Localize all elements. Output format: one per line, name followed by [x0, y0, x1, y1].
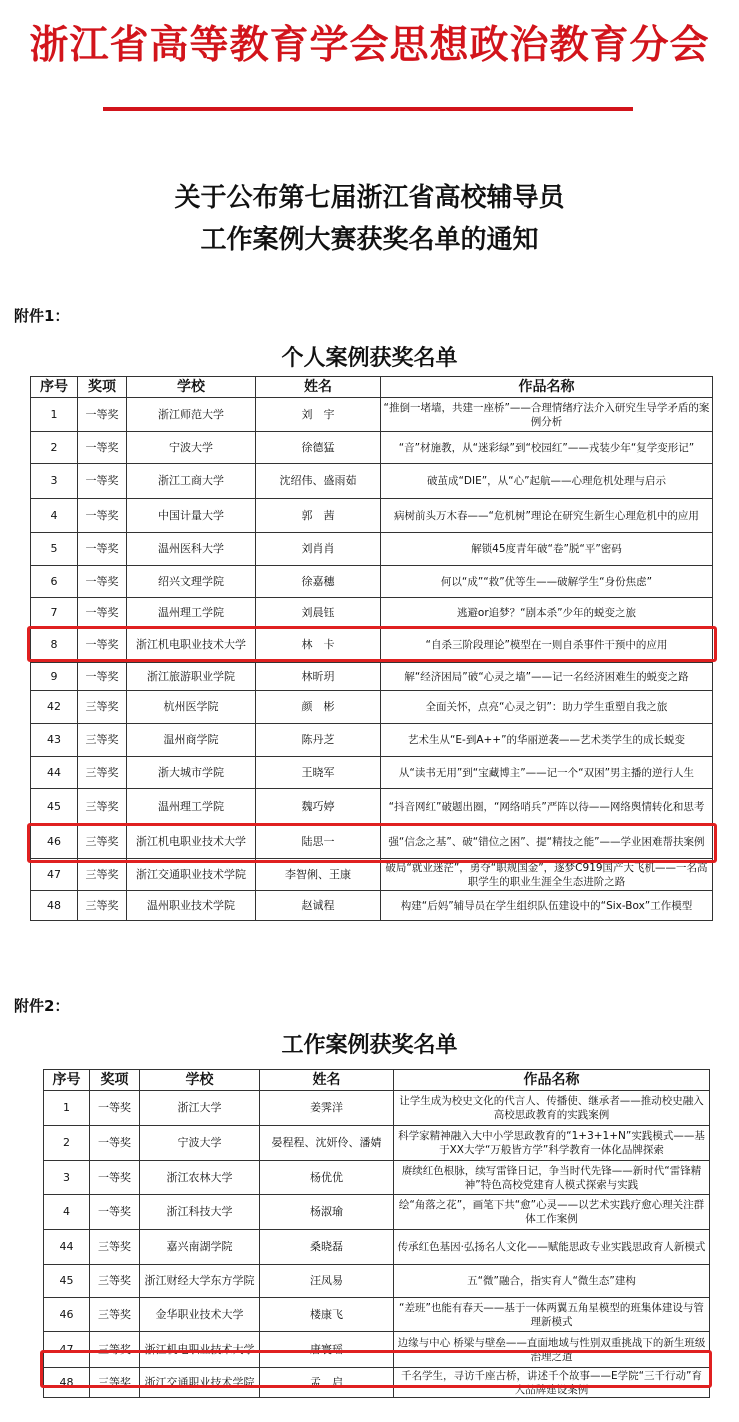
- cell-work: “差班”也能有春天——基于一体两翼五角星模型的班集体建设与管理新模式: [394, 1298, 710, 1332]
- cell-work: 逃避or追梦？“剧本杀”少年的蜕变之旅: [381, 598, 713, 628]
- letterhead-divider: [103, 107, 633, 111]
- table-header-row: [31, 377, 713, 398]
- column-header-work: 作品名称: [381, 377, 713, 398]
- cell-award: 三等奖: [90, 1230, 140, 1265]
- cell-school: 嘉兴南湖学院: [140, 1230, 260, 1265]
- cell-name: 沈绍伟、盛雨茹: [256, 464, 381, 499]
- cell-no: 1: [31, 398, 78, 432]
- cell-name: 林 卡: [256, 628, 381, 663]
- table-row: [31, 499, 713, 533]
- cell-no: 4: [31, 499, 78, 533]
- cell-work: “推倒一堵墙，共建一座桥”——合理情绪疗法介入研究生导学矛盾的案例分析: [381, 398, 713, 432]
- cell-award: 三等奖: [78, 891, 127, 921]
- cell-award: 三等奖: [90, 1332, 140, 1368]
- cell-school: 浙江交通职业技术学院: [140, 1368, 260, 1398]
- cell-school: 宁波大学: [127, 432, 256, 464]
- table-row: [44, 1298, 710, 1332]
- table-row: [44, 1161, 710, 1195]
- cell-no: 44: [44, 1230, 90, 1265]
- cell-school: 杭州医学院: [127, 691, 256, 724]
- cell-school: 温州理工学院: [127, 598, 256, 628]
- cell-award: 三等奖: [90, 1368, 140, 1398]
- cell-name: 王晓军: [256, 757, 381, 789]
- table-row: [31, 724, 713, 757]
- cell-no: 45: [31, 789, 78, 825]
- cell-name: 杨优优: [260, 1161, 394, 1195]
- cell-name: 刘肖肖: [256, 533, 381, 566]
- cell-award: 一等奖: [90, 1091, 140, 1126]
- cell-work: 五“微”融合，指实育人“微生态”建构: [394, 1265, 710, 1298]
- cell-school: 浙江科技大学: [140, 1195, 260, 1230]
- cell-award: 一等奖: [78, 499, 127, 533]
- cell-school: 宁波大学: [140, 1126, 260, 1161]
- column-header-school: 学校: [140, 1070, 260, 1091]
- cell-school: 温州职业技术学院: [127, 891, 256, 921]
- cell-award: 一等奖: [78, 533, 127, 566]
- cell-school: 浙江农林大学: [140, 1161, 260, 1195]
- cell-award: 三等奖: [78, 859, 127, 891]
- table-row: [31, 598, 713, 628]
- cell-award: 三等奖: [78, 825, 127, 859]
- table-row: [31, 691, 713, 724]
- cell-work: 科学家精神融入大中小学思政教育的“1+3+1+N”实践模式——基于XX大学“万般皆方学”科学教育一体化品牌探索: [394, 1126, 710, 1161]
- cell-award: 三等奖: [78, 789, 127, 825]
- cell-award: 一等奖: [78, 464, 127, 499]
- cell-no: 48: [31, 891, 78, 921]
- cell-work: 绘“角落之花”，画笔下共“愈”心灵——以艺术实践疗愈心理关注群体工作案例: [394, 1195, 710, 1230]
- column-header-no: 序号: [31, 377, 78, 398]
- highlight-box-row-47: [40, 1350, 712, 1388]
- cell-work: 赓续红色根脉，续写雷锋日记，争当时代先锋——新时代“雷锋精神”特色高校党建育人模式探索与实践: [394, 1161, 710, 1195]
- cell-name: 桑晓磊: [260, 1230, 394, 1265]
- cell-work: “音”材施教，从“迷彩绿”到“校园红”——戎装少年“复学变形记”: [381, 432, 713, 464]
- column-header-name: 姓名: [260, 1070, 394, 1091]
- cell-no: 43: [31, 724, 78, 757]
- cell-award: 一等奖: [78, 398, 127, 432]
- cell-award: 一等奖: [78, 628, 127, 663]
- cell-work: 何以“成”“救”优等生——破解学生“身份焦虑”: [381, 566, 713, 598]
- cell-name: 郭 茜: [256, 499, 381, 533]
- organization-letterhead: 浙江省高等教育学会思想政治教育分会: [29, 22, 710, 68]
- cell-name: 赵诚程: [256, 891, 381, 921]
- cell-name: 刘晨钰: [256, 598, 381, 628]
- cell-work: 解“经济困局”破“心灵之墙”——记一名经济困难生的蜕变之路: [381, 663, 713, 691]
- highlight-box-row-8: [27, 626, 717, 662]
- column-header-award: 奖项: [90, 1070, 140, 1091]
- cell-school: 浙江机电职业技术大学: [140, 1332, 260, 1368]
- cell-no: 3: [44, 1161, 90, 1195]
- cell-award: 三等奖: [78, 757, 127, 789]
- table-row: [44, 1126, 710, 1161]
- cell-name: 魏巧婷: [256, 789, 381, 825]
- column-header-no: 序号: [44, 1070, 90, 1091]
- column-header-name: 姓名: [256, 377, 381, 398]
- cell-name: 徐德猛: [256, 432, 381, 464]
- cell-work: 破局“就业迷茫”，勇夺“职规国金”，逐梦C919国产大飞机——一名高职学生的职业生涯全生态进阶之路: [381, 859, 713, 891]
- cell-no: 5: [31, 533, 78, 566]
- cell-name: 徐嘉穗: [256, 566, 381, 598]
- cell-name: 陈丹芝: [256, 724, 381, 757]
- cell-no: 46: [44, 1298, 90, 1332]
- cell-no: 44: [31, 757, 78, 789]
- cell-award: 一等奖: [78, 566, 127, 598]
- cell-school: 温州理工学院: [127, 789, 256, 825]
- attachment-1-table-title: 个人案例获奖名单: [281, 345, 458, 371]
- table-row: [31, 432, 713, 464]
- cell-name: 晏程程、沈妍伶、潘婧: [260, 1126, 394, 1161]
- work-case-award-table: [43, 1069, 710, 1398]
- attachment-1-label: 附件1：: [14, 307, 70, 325]
- cell-school: 浙江机电职业技术大学: [127, 825, 256, 859]
- cell-no: 6: [31, 566, 78, 598]
- cell-school: 中国计量大学: [127, 499, 256, 533]
- cell-name: 姜霁洋: [260, 1091, 394, 1126]
- cell-name: 刘 宇: [256, 398, 381, 432]
- cell-no: 9: [31, 663, 78, 691]
- cell-name: 颜 彬: [256, 691, 381, 724]
- cell-school: 浙江财经大学东方学院: [140, 1265, 260, 1298]
- cell-no: 2: [44, 1126, 90, 1161]
- cell-no: 4: [44, 1195, 90, 1230]
- cell-work: 千名学生，寻访千座古桥，讲述千个故事——E学院“三千行动”育人品牌建设案例: [394, 1368, 710, 1398]
- cell-award: 三等奖: [78, 691, 127, 724]
- cell-name: 林昕玥: [256, 663, 381, 691]
- cell-no: 47: [44, 1332, 90, 1368]
- notice-title-line-1: 关于公布第七届浙江省高校辅导员: [174, 183, 565, 213]
- cell-award: 一等奖: [90, 1126, 140, 1161]
- notice-title-line-2: 工作案例大赛获奖名单的通知: [200, 225, 539, 255]
- cell-work: 病树前头万木春——“危机树”理论在研究生新生心理危机中的应用: [381, 499, 713, 533]
- table-row: [44, 1091, 710, 1126]
- cell-name: 陆思一: [256, 825, 381, 859]
- cell-school: 浙江大学: [140, 1091, 260, 1126]
- cell-no: 42: [31, 691, 78, 724]
- table-row: [44, 1265, 710, 1298]
- cell-school: 浙江师范大学: [127, 398, 256, 432]
- table-row: [31, 663, 713, 691]
- cell-work: 传承红色基因·弘扬名人文化——赋能思政专业实践思政育人新模式: [394, 1230, 710, 1265]
- table-row: [44, 1230, 710, 1265]
- cell-school: 绍兴文理学院: [127, 566, 256, 598]
- cell-name: 杨淑瑜: [260, 1195, 394, 1230]
- table-row: [31, 757, 713, 789]
- cell-work: 让学生成为校史文化的代言人、传播使、继承者——推动校史融入高校思政教育的实践案例: [394, 1091, 710, 1126]
- cell-work: 破茧成“DIE”，从“心”起航——心理危机处理与启示: [381, 464, 713, 499]
- cell-school: 温州医科大学: [127, 533, 256, 566]
- cell-work: 从“读书无用”到“宝藏博主”——记一个“双困”男主播的逆行人生: [381, 757, 713, 789]
- cell-school: 浙江工商大学: [127, 464, 256, 499]
- cell-award: 一等奖: [90, 1161, 140, 1195]
- table-row: [31, 859, 713, 891]
- table-row: [31, 891, 713, 921]
- cell-name: 唐寰瑶: [260, 1332, 394, 1368]
- cell-work: 艺术生从“E-到A++”的华丽逆袭——艺术类学生的成长蜕变: [381, 724, 713, 757]
- cell-school: 浙江旅游职业学院: [127, 663, 256, 691]
- table-header-row: [44, 1070, 710, 1091]
- cell-work: “自杀三阶段理论”模型在一则自杀事件干预中的应用: [381, 628, 713, 663]
- column-header-award: 奖项: [78, 377, 127, 398]
- table-row: [31, 566, 713, 598]
- cell-no: 46: [31, 825, 78, 859]
- cell-work: 解锁45度青年破“卷”脱“平”密码: [381, 533, 713, 566]
- cell-work: 强“信念之基”、破“错位之困”、提“精技之能”——学业困难帮扶案例: [381, 825, 713, 859]
- highlight-box-row-46: [27, 823, 717, 863]
- cell-school: 浙江机电职业技术大学: [127, 628, 256, 663]
- cell-award: 三等奖: [78, 724, 127, 757]
- cell-no: 48: [44, 1368, 90, 1398]
- cell-no: 3: [31, 464, 78, 499]
- attachment-2-label: 附件2：: [14, 997, 70, 1015]
- cell-award: 一等奖: [90, 1195, 140, 1230]
- cell-no: 47: [31, 859, 78, 891]
- cell-name: 孟 启: [260, 1368, 394, 1398]
- table-row: [31, 398, 713, 432]
- table-row: [31, 533, 713, 566]
- table-row: [31, 789, 713, 825]
- cell-award: 三等奖: [90, 1265, 140, 1298]
- cell-award: 一等奖: [78, 432, 127, 464]
- cell-name: 李智俐、王康: [256, 859, 381, 891]
- cell-school: 浙大城市学院: [127, 757, 256, 789]
- cell-no: 1: [44, 1091, 90, 1126]
- cell-school: 金华职业技术大学: [140, 1298, 260, 1332]
- cell-work: “抖音网红”破题出圈，“网络哨兵”严阵以待——网络舆情转化和思考: [381, 789, 713, 825]
- cell-no: 2: [31, 432, 78, 464]
- cell-award: 一等奖: [78, 598, 127, 628]
- cell-award: 三等奖: [90, 1298, 140, 1332]
- cell-school: 温州商学院: [127, 724, 256, 757]
- attachment-2-table-title: 工作案例获奖名单: [281, 1032, 458, 1058]
- cell-no: 7: [31, 598, 78, 628]
- table-row: [44, 1195, 710, 1230]
- table-row: [31, 464, 713, 499]
- cell-work: 构建“后妈”辅导员在学生组织队伍建设中的“Six-Box”工作模型: [381, 891, 713, 921]
- cell-no: 45: [44, 1265, 90, 1298]
- column-header-work: 作品名称: [394, 1070, 710, 1091]
- cell-award: 一等奖: [78, 663, 127, 691]
- cell-work: 全面关怀，点亮“心灵之钥”：助力学生重塑自我之旅: [381, 691, 713, 724]
- cell-school: 浙江交通职业技术学院: [127, 859, 256, 891]
- cell-no: 8: [31, 628, 78, 663]
- cell-name: 楼康飞: [260, 1298, 394, 1332]
- column-header-school: 学校: [127, 377, 256, 398]
- cell-work: 边缘与中心 桥梁与壁垒——直面地域与性别双重挑战下的新生班级治理之道: [394, 1332, 710, 1368]
- cell-name: 汪凤易: [260, 1265, 394, 1298]
